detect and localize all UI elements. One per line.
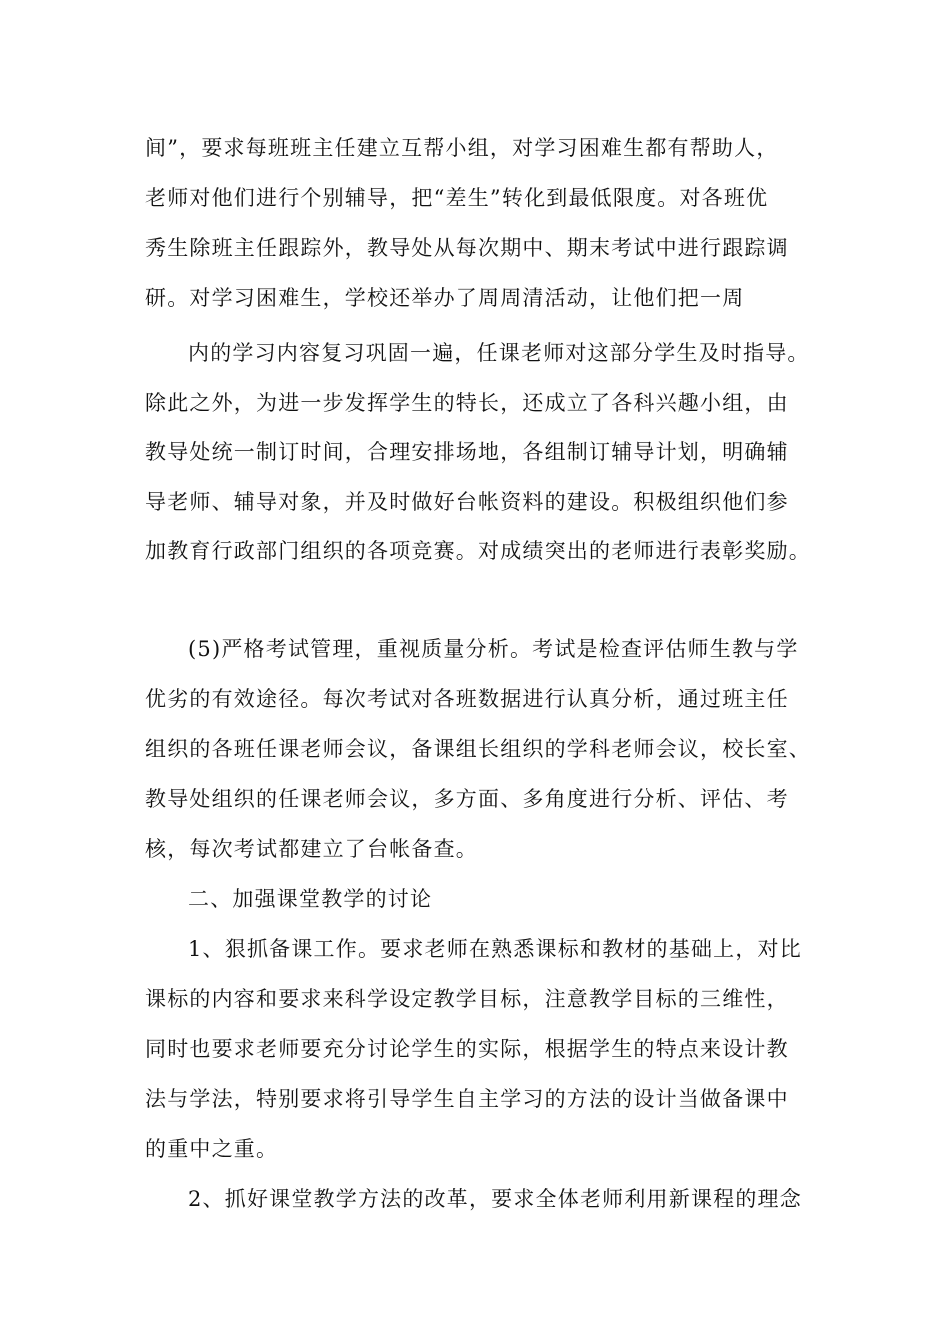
- text-line: 核，每次考试都建立了台帐备查。: [145, 837, 478, 861]
- text-line: 同时也要求老师要充分讨论学生的实际，根据学生的特点来设计教: [145, 1037, 789, 1061]
- text-line: 内的学习内容复习巩固一遍，任课老师对这部分学生及时指导。: [188, 341, 810, 365]
- text-line: (5)严格考试管理，重视质量分析。考试是检查评估师生教与学: [188, 637, 799, 661]
- text-line: 的重中之重。: [145, 1137, 279, 1161]
- text-line: 教导处组织的任课老师会议，多方面、多角度进行分析、评估、考: [145, 787, 789, 811]
- text-line: 研。对学习困难生，学校还举办了周周清活动，让他们把一周: [145, 286, 745, 310]
- text-line: 教导处统一制订时间，合理安排场地，各组制订辅导计划，明确辅: [145, 440, 789, 464]
- text-line: 导老师、辅导对象，并及时做好台帐资料的建设。积极组织他们参: [145, 490, 789, 514]
- text-line: 2、抓好课堂教学方法的改革，要求全体老师利用新课程的理念: [188, 1187, 802, 1211]
- text-line: 加教育行政部门组织的各项竞赛。对成绩突出的老师进行表彰奖励。: [145, 539, 811, 563]
- text-line: 组织的各班任课老师会议，备课组长组织的学科老师会议，校长室、: [145, 737, 811, 761]
- text-line: 秀生除班主任跟踪外，教导处从每次期中、期末考试中进行跟踪调: [145, 236, 789, 260]
- text-line: 课标的内容和要求来科学设定教学目标，注意教学目标的三维性，: [145, 987, 789, 1011]
- text-line: 法与学法，特别要求将引导学生自主学习的方法的设计当做备课中: [145, 1087, 789, 1111]
- text-line: 除此之外，为进一步发挥学生的特长，还成立了各科兴趣小组，由: [145, 391, 789, 415]
- text-line: 优劣的有效途径。每次考试对各班数据进行认真分析，通过班主任: [145, 687, 789, 711]
- text-line: 1、狠抓备课工作。要求老师在熟悉课标和教材的基础上，对比: [188, 937, 802, 961]
- text-line: 老师对他们进行个别辅导，把“差生”转化到最低限度。对各班优: [145, 186, 769, 210]
- section-heading: 二、加强课堂教学的讨论: [188, 887, 433, 911]
- text-line: 间”，要求每班班主任建立互帮小组，对学习困难生都有帮助人，: [145, 136, 779, 160]
